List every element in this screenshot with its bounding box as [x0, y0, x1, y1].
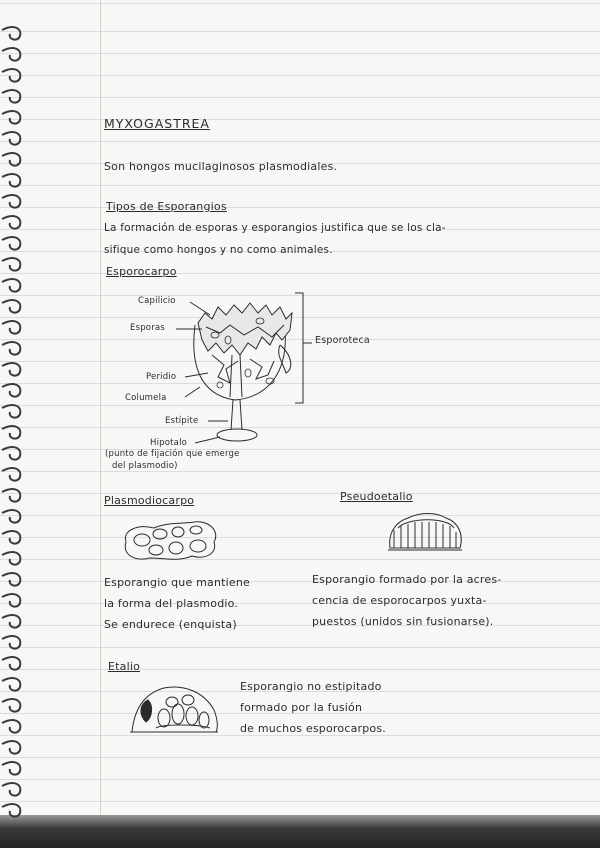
spiral-ring: [2, 678, 20, 691]
label-columela: Columela: [125, 393, 167, 403]
plasmodiocarpo-desc-3: Se endurece (enquista): [104, 618, 237, 631]
pseudoetalio-desc-2: cencia de esporocarpos yuxta-: [312, 594, 487, 607]
esporocarpo-drawing: [100, 285, 320, 455]
etalio-desc-1: Esporangio no estipitado: [240, 680, 382, 693]
spiral-ring: [2, 720, 20, 733]
pseudoetalio-heading: Pseudoetalio: [340, 490, 413, 503]
spiral-ring: [2, 48, 20, 61]
spiral-ring: [2, 132, 20, 145]
spiral-ring: [2, 657, 20, 670]
spiral-ring: [2, 90, 20, 103]
spiral-ring: [2, 573, 20, 586]
spiral-ring: [2, 321, 20, 334]
spiral-ring: [2, 279, 20, 292]
label-estipite: Estípite: [165, 416, 199, 426]
pseudoetalio-drawing: [386, 510, 464, 552]
spiral-ring: [2, 363, 20, 376]
etalio-drawing: [128, 682, 220, 736]
plasmodiocarpo-heading: Plasmodiocarpo: [104, 494, 195, 507]
spiral-ring: [2, 153, 20, 166]
tipos-heading: Tipos de Esporangios: [106, 200, 227, 213]
label-hipotalo: Hipotalo: [150, 438, 188, 448]
spiral-ring: [2, 426, 20, 439]
spiral-binding: [0, 20, 30, 820]
esporocarpo-heading: Esporocarpo: [106, 265, 177, 278]
spiral-ring: [2, 636, 20, 649]
hipotalo-note-1: (punto de fijación que emerge: [105, 449, 240, 459]
spiral-ring: [2, 405, 20, 418]
spiral-ring: [2, 300, 20, 313]
spiral-ring: [2, 447, 20, 460]
spiral-ring: [2, 174, 20, 187]
spiral-ring: [2, 531, 20, 544]
spiral-ring: [2, 783, 20, 796]
plasmodiocarpo-drawing: [120, 518, 220, 564]
plasmodiocarpo-desc-1: Esporangio que mantiene: [104, 576, 251, 589]
spiral-ring: [2, 468, 20, 481]
spiral-ring: [2, 615, 20, 628]
spiral-ring: [2, 489, 20, 502]
spiral-ring: [2, 741, 20, 754]
pseudoetalio-desc-1: Esporangio formado por la acres-: [312, 573, 502, 586]
spiral-ring: [2, 762, 20, 775]
spiral-ring: [2, 699, 20, 712]
page-bottom-shadow: [0, 815, 600, 848]
spiral-ring: [2, 216, 20, 229]
plasmodiocarpo-desc-2: la forma del plasmodio.: [104, 597, 239, 610]
spiral-ring: [2, 27, 20, 40]
etalio-desc-3: de muchos esporocarpos.: [240, 722, 386, 735]
spiral-ring: [2, 237, 20, 250]
hipotalo-note-2: del plasmodio): [112, 461, 178, 471]
justify-line-2: sifique como hongos y no como animales.: [104, 244, 333, 256]
spiral-ring: [2, 594, 20, 607]
spiral-ring: [2, 69, 20, 82]
spiral-ring: [2, 342, 20, 355]
label-peridio: Peridio: [146, 372, 177, 382]
label-capilicio: Capilicio: [138, 296, 176, 306]
spiral-ring: [2, 510, 20, 523]
label-esporas: Esporas: [130, 323, 165, 333]
label-esporoteca: Esporoteca: [315, 335, 370, 346]
spiral-ring: [2, 804, 20, 817]
etalio-desc-2: formado por la fusión: [240, 701, 363, 714]
spiral-ring: [2, 195, 20, 208]
spiral-ring: [2, 111, 20, 124]
etalio-heading: Etalio: [108, 660, 141, 673]
spiral-ring: [2, 384, 20, 397]
justify-line-1: La formación de esporas y esporangios justifica que se los cla-: [104, 222, 446, 234]
spiral-ring: [2, 552, 20, 565]
spiral-ring: [2, 258, 20, 271]
pseudoetalio-desc-3: puestos (unidos sin fusionarse).: [312, 615, 494, 628]
page-title: MYXOGASTREA: [104, 116, 210, 131]
intro-text: Son hongos mucilaginosos plasmodiales.: [104, 160, 338, 173]
